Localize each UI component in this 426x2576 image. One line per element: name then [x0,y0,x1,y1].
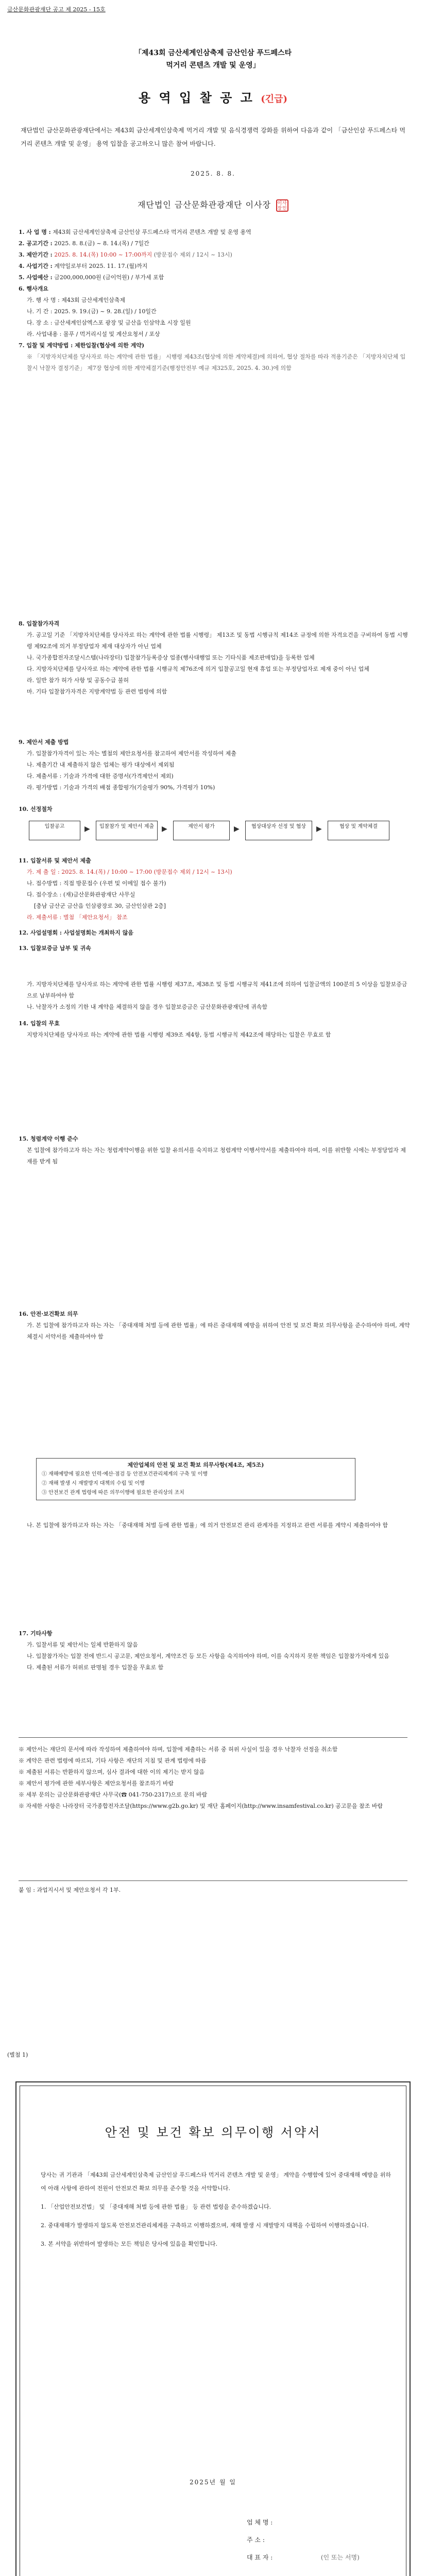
pledge-paragraph: 2. 중대재해가 발생하지 않도록 안전보건관리체계를 구축하고 이행하겠으며, 재해 발생 시 재발방지 대책을 수립하여 이행하겠습니다. [41,2222,369,2229]
sign-company [247,2514,360,2531]
urgent-badge: (긴급) [261,94,288,105]
section-title [19,737,410,748]
title: 11. 입찰서류 및 제안서 제출 [19,857,91,864]
box-item: ② 재해 발생 시 재발방지 대책의 수립 및 이행 [42,1481,145,1486]
list-item: 나. 낙찰자가 소정의 기한 내 계약을 체결하지 않을 경우 입찰보증금은 금산문화관광재단에 귀속함 [27,1004,267,1010]
safety-section [19,1309,410,1343]
receipt-section [19,855,410,954]
title: 9. 제안서 제출 방법 [19,739,69,745]
label: 업 체 명 : [247,2519,273,2526]
event-venue: 다. 장 소 : 금산세계인삼엑스포 광장 및 금산읍 인삼약초 시장 일원 [27,319,191,326]
header-line-1: 「제43회 금산세계인삼축제 금산인삼 푸드페스타 [134,49,292,57]
process-flow [19,817,410,848]
pledge-title: 안전 및 보건 확보 의무이행 서약서 [105,2125,321,2140]
title: 16. 안전·보건확보 의무 [19,1311,78,1317]
safety-section-b [19,1520,410,1531]
contract-note: ※ 「지방자치단체를 당사자로 하는 계약에 관한 법률」 시행령 제43조(협상에 의한 계약체결)에 의하여, 협상 절차를 따라 적용기준은 「지방자치단체 입찰시 낙찰자 결정기준」 제7장 협상에 의한 계약체결기준(행정안전부 예규 제325호, 2025. 4. 30.)에 의함 [27,353,406,371]
value: 제43회 금산세계인삼축제 금산인삼 푸드페스타 먹거리 콘텐츠 개발 및 운영 용역 [53,229,251,235]
label: 주 소 : [247,2536,265,2544]
overview-section [19,227,410,374]
item-proposal-period [19,249,410,261]
safety-title [19,1309,410,1320]
sign-ceo [247,2549,360,2566]
section-title [19,618,410,630]
footnote: ※ 자세한 사항은 나라장터 국가종합전자조달(https://www.g2b.go.kr) 및 재단 홈페이지(http://www.insamfestival.co.kr) 공고문을 참조 바람 [19,1803,383,1809]
pledge-paragraph: 3. 본 서약을 위반하여 발생하는 모든 책임은 당사에 있음을 확인합니다. [41,2241,217,2247]
invalid-title [19,1018,410,1029]
label: 2. 공고기간 : [19,240,53,247]
item-budget [19,272,410,283]
pledge-date: 2025년 월 일 [190,2479,236,2486]
title: 13. 입찰보증금 납부 및 귀속 [19,945,91,952]
list-item: 다. 접수장소 : (재)금산문화관광재단 사무실 [27,891,135,898]
pledge-body [41,2168,391,2256]
organization-signature [0,198,426,212]
value: 2025. 8. 14.(목) 10:00 ~ 17:00까지 [54,251,152,258]
item-project-period [19,261,410,272]
value: 금200,000,000원 (금이억원) / 부가세 포함 [54,274,164,281]
section-title [19,855,410,867]
box-title: 제안업체의 안전 및 보건 확보 의무사항(제4조, 제5조) [127,1462,264,1468]
list-item: 다. 제출된 서류가 허위로 판명될 경우 입찰을 무효로 함 [27,1664,164,1671]
item-event-overview [19,283,410,295]
list-item: 가. 본 입찰에 참가하고자 하는 자는 「중대재해 처벌 등에 관한 법률」에 따른 중대재해 예방을 위하여 안전 및 보건 확보 의무사항을 준수하여야 하며, 계약체결시 서약서를 제출하여야 함 [27,1322,410,1340]
integrity-section [19,1133,410,1167]
title: 17. 기타사항 [19,1630,53,1637]
list-item: 나. 제출기간 내 제출하지 않은 업체는 평가 대상에서 제외됨 [27,761,175,768]
arrow-right-icon: ▶ [316,825,322,833]
list-item: 라. 제출서류 : 별첨 「제안요청서」 참조 [27,914,128,921]
list-item: 나. 접수방법 : 직접 방문접수 (우편 및 이메일 접수 불가) [27,880,166,887]
footnote: ※ 제안서 평가에 관한 세부사항은 제안요청서를 참조하기 바람 [19,1780,174,1787]
arrow-right-icon: ▶ [234,825,240,833]
label: 6. 행사개요 [19,285,48,292]
list-item: 가. 공고일 기준 「지방자치단체를 당사자로 하는 계약에 관한 법률 시행령」 제13조 및 동법 시행규칙 제14조 규정에 의한 자격요건을 구비하여 동법 시행령 제92조에 의거 부정당업자 제재 대상자가 아닌 업체 [27,632,408,650]
label: 7. 입찰 및 계약방법 : 제한입찰(협상에 의한 계약) [19,342,145,349]
intro-paragraph: 재단법인 금산문화관광재단에서는 제43회 금산세계인삼축제 먹거리 개발 및 음식경쟁력 강화를 위하여 다음과 같이 「금산인삼 푸드페스타 먹거리 콘텐츠 개발 및 운영」 용역 입찰을 공고하오니 많은 참여 바랍니다. [21,127,405,147]
title: 8. 입찰참가자격 [19,620,60,627]
list-item: 라. 일반 참가 허가 사항 및 공동수급 불허 [27,677,129,684]
briefing [19,927,410,939]
organization-name: 재단법인 금산문화관광재단 이사장 [137,200,271,210]
title: 10. 선정절차 [19,806,53,812]
attachment-note: 붙 임 : 과업지시서 및 제안요청서 각 1부. [19,1887,121,1893]
qualification-section [19,618,410,698]
page-title [0,88,426,106]
deposit-title [19,943,410,954]
event-period: 나. 기 간 : 2025. 9. 19.(금) ~ 9. 28.(일) / 10일간 [27,308,157,315]
list-item: 가. 지방자치단체를 당사자로 하는 계약에 관한 법률 시행령 제37조, 제38조 및 동법 시행규칙 제41조에 의하여 입찰금액의 100분의 5 이상을 입찰보증금으로 납부하여야 함 [27,981,407,999]
label: 1. 사 업 명 : [19,229,51,235]
arrow-right-icon: ▶ [162,825,167,833]
pledge-paragraph: 당사는 귀 기관과 「제43회 금산세계인삼축제 금산인삼 푸드페스타 먹거리 콘텐츠 개발 및 운영」 계약을 수행함에 있어 중대재해 예방을 위하여 아래 사항에 관하여 전원이 안전보건 확보 의무를 준수할 것을 서약합니다. [41,2172,391,2192]
integrity-title [19,1133,410,1145]
label: 3. 제안기간 : [19,251,53,258]
footnote: ※ 제안서는 재단의 문서에 따라 작성하여 제출하여야 하며, 입찰에 제출하는 서류 중 허위 사실이 있을 경우 낙찰자 선정을 취소함 [19,1746,338,1753]
list-item: 나. 국가종합전자조달시스템(나라장터) 입찰참가등록증상 업종(행사대행업 또는 기타식품 제조판매업)을 등록한 업체 [27,654,315,661]
deposit-section [19,979,410,1041]
list-item: 본 입찰에 참가하고자 하는 자는 청렴계약이행을 위한 입찰 유의서를 숙지하고 청렴계약 이행서약서를 제출하여야 하며, 이를 위반할 시에는 부정당업자 제재를 받게 됨 [27,1147,406,1165]
note: (방문접수 제외 / 12시 ~ 13시) [154,251,232,258]
submission-section [19,737,410,793]
event-name: 가. 행 사 명 : 제43회 금산세계인삼축제 [27,297,125,303]
safety-obligation-box [36,1458,355,1500]
footnotes [19,1744,407,1812]
value: 2025. 8. 8.(금) ~ 8. 14.(목) / 7일간 [54,240,149,247]
label: 대 표 자 : [247,2554,273,2561]
list-item: 지방자치단체를 당사자로 하는 계약에 관한 법률 시행령 제39조 제4항, 동법 시행규칙 제42조에 해당하는 입찰은 무효로 함 [27,1031,331,1038]
list-item: 나. 본 입찰에 참가하고자 하는 자는 「중대재해 처벌 등에 관한 법률」에 의거 안전보건 관리 관계자를 지정하고 관련 서류를 계약시 제출하여야 함 [27,1522,388,1529]
value: 계약일로부터 2025. 11. 17.(월)까지 [54,263,148,269]
list-item: 나. 입찰참가자는 입찰 전에 반드시 공고문, 제안요청서, 계약조건 등 모든 사항을 숙지하여야 하며, 이를 숙지하지 못한 책임은 입찰참가자에게 있음 [27,1653,389,1659]
pledge-paragraph: 1. 「산업안전보건법」 및 「중대재해 처벌 등에 관한 법률」 등 관련 법령을 준수하겠습니다. [41,2204,271,2210]
item-project-name [19,227,410,238]
process-step: 입찰공고 [29,821,80,840]
process-step: 협상대상자 선정 및 협상 [245,821,312,840]
arrow-right-icon: ▶ [84,825,90,833]
footnote: ※ 세부 문의는 금산문화관광재단 사무국(☎ 041-750-2317)으로 문의 바람 [19,1791,208,1798]
divider [19,1880,407,1881]
box-item: ③ 안전보건 관계 법령에 따른 의무이행에 필요한 관리상의 조치 [42,1490,184,1496]
item-contract-method [19,340,410,351]
title-text: 용 역 입 찰 공 고 [138,90,254,105]
misc-section [19,1628,410,1673]
pledge-form-inner [20,2086,406,2576]
label: 5. 사업예산 : [19,274,53,281]
process-step: 제안서 평가 [173,821,230,840]
list-item: 가. 입찰참가자격이 있는 자는 별첨의 제안요청서를 참고하여 제안서를 작성하여 제출 [27,750,236,757]
process-title [19,804,410,815]
notice-number: 금산문화관광재단 공고 제 2025 - 15호 [7,6,106,13]
seal-note: (인 또는 서명) [320,2554,360,2561]
sign-address [247,2531,360,2549]
misc-title [19,1628,410,1639]
footnote: ※ 계약은 관련 법령에 따르되, 기타 사항은 재단의 지침 및 관계 법령에 따름 [19,1757,207,1764]
annex-label: (별첨 1) [7,2052,28,2058]
pledge-signature-block [247,2514,360,2566]
item-notice-period [19,238,410,249]
label: 4. 사업기간 : [19,263,53,269]
list-item: 가. 입찰서류 및 제안서는 일체 반환하지 않음 [27,1641,138,1648]
official-seal-icon: 이사장인 [276,199,288,212]
footnote: ※ 제출된 서류는 반환하지 않으며, 심사 결과에 대한 이의 제기는 받지 않음 [19,1769,205,1775]
list-item: 마. 기타 입찰참가자격은 지방계약법 등 관련 법령에 의함 [27,688,167,695]
list-item: 라. 평가방법 : 기술과 가격의 배점 종합평가(기술평가 90%, 가격평가 10%) [27,784,215,791]
box-item: ① 재해예방에 필요한 인력·예산·점검 등 안전보건관리체계의 구축 및 이행 [42,1471,208,1477]
process-step: 협상 및 계약체결 [328,821,389,840]
list-item: 다. 제출서류 : 기술과 가격에 대한 증명서(가격제안서 제외) [27,773,174,779]
pledge-form [15,2081,411,2576]
header-line-2: 먹거리 콘텐츠 개발 및 운영」 [166,61,260,70]
title: 15. 청렴계약 이행 준수 [19,1136,78,1142]
list-item: 다. 지방자치단체를 당사자로 하는 계약에 관한 법률 시행규칙 제76조에 의거 입찰공고일 현재 휴업 또는 부정당업자로 제재 중이 아닌 업체 [27,666,369,672]
divider [19,1737,407,1738]
list-item: [충남 금산군 금산읍 인삼광장로 30, 금산인삼관 2층] [34,903,166,909]
list-item: 가. 제 출 일 : 2025. 8. 14.(목) / 10:00 ~ 17:00 (방문접수 제외 / 12시 ~ 13시) [27,869,232,875]
notice-date: 2025. 8. 8. [191,170,235,177]
event-content: 라. 사업내용 : 몰푸 / 먹거리시설 및 계산요청서 / 포상 [27,331,160,337]
title: 12. 사업설명회 : 사업설명회는 개최하지 않음 [19,929,133,936]
title: 14. 입찰의 무효 [19,1020,60,1027]
process-step: 입찰참가 및 제안서 제출 [96,821,158,840]
